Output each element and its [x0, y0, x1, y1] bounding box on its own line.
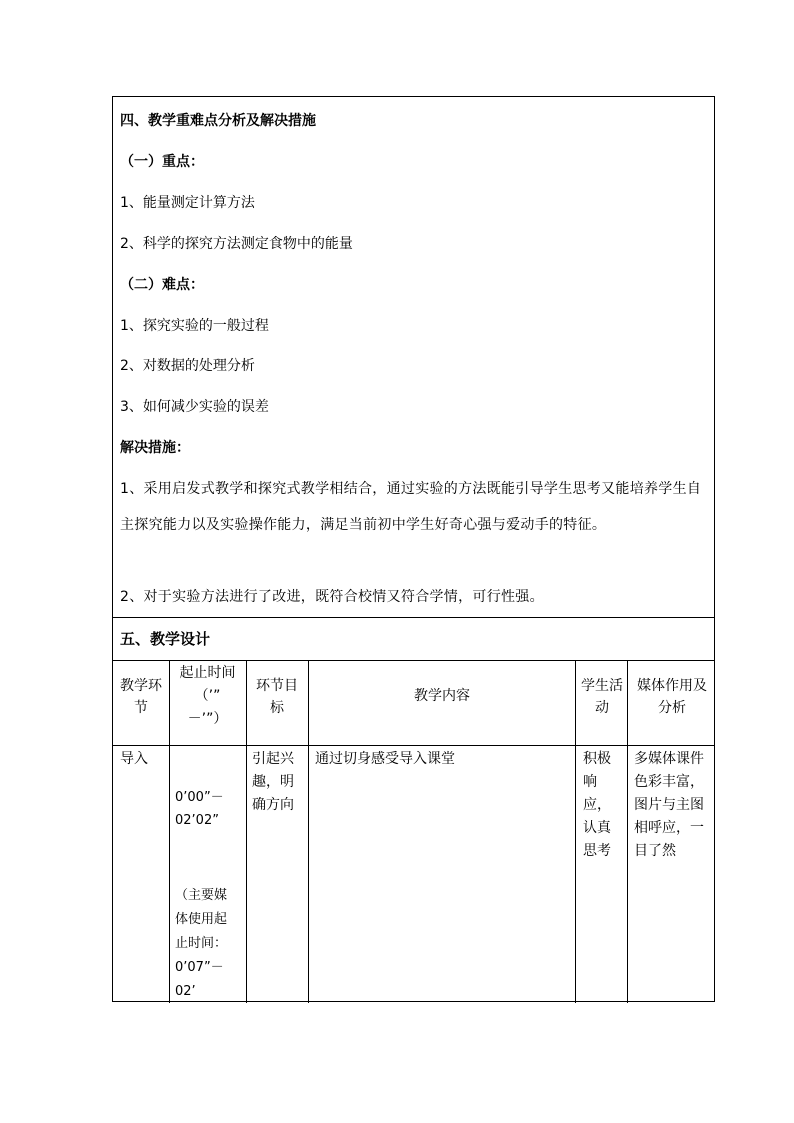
column-divider — [575, 660, 576, 1003]
column-divider — [627, 660, 628, 1003]
header-time-2: （’” — [194, 688, 221, 704]
key-point-2: 2、科学的探究方法测定食物中的能量 — [120, 236, 353, 252]
difficult-points-heading: （二）难点： — [120, 277, 204, 293]
header-activity: 学生活动 — [581, 678, 623, 716]
key-point-1: 1、能量测定计算方法 — [120, 195, 255, 211]
row1-media-time-1: （主要媒 — [175, 888, 228, 903]
measure-2: 2、对于实验方法进行了改进，既符合校情又符合学情，可行性强。 — [120, 589, 544, 605]
row1-media-time-2: 体使用起 — [175, 912, 228, 927]
header-time-3: －’”） — [187, 711, 228, 727]
row1-media-time-5: 02’ — [175, 984, 196, 999]
row1-content: 通过切身感受导入课堂 — [315, 751, 455, 767]
header-stage: 教学环节 — [120, 678, 162, 716]
divider — [113, 660, 714, 661]
row1-activity: 积极响应，认真思考 — [583, 751, 611, 859]
difficult-point-1: 1、探究实验的一般过程 — [120, 318, 269, 334]
header-time-1: 起止时间 — [179, 665, 236, 681]
row1-time-2: 02’02” — [175, 813, 219, 828]
section-key-difficult-points — [113, 97, 714, 618]
section5-title: 五、教学设计 — [120, 630, 211, 648]
row1-goal: 引起兴趣，明确方向 — [252, 751, 294, 813]
difficult-point-3: 3、如何减少实验的误差 — [120, 399, 269, 415]
row1-media-time-4: 0’07”－ — [175, 960, 224, 975]
difficult-point-2: 2、对数据的处理分析 — [120, 358, 255, 374]
column-divider — [169, 660, 170, 1003]
measure-1: 1、采用启发式教学和探究式教学相结合，通过实验的方法既能引导学生思考又能培养学生自主探究能力以及实验操作能力，满足当前初中学生好奇心强与爱动手的特征。 — [120, 481, 702, 533]
row1-time-1: 0’00”－ — [175, 790, 224, 805]
row1-media-time-3: 止时间： — [175, 936, 228, 951]
header-media: 媒体作用及分析 — [637, 678, 707, 716]
column-divider — [308, 660, 309, 1003]
header-goal: 环节目标 — [256, 678, 298, 716]
key-points-heading: （一）重点： — [120, 154, 204, 170]
header-content: 教学内容 — [414, 688, 470, 704]
measures-heading: 解决措施： — [120, 440, 190, 456]
row1-stage: 导入 — [120, 751, 148, 767]
column-divider — [246, 660, 247, 1003]
section4-title: 四、教学重难点分析及解决措施 — [120, 113, 316, 129]
row-divider — [113, 745, 714, 746]
lesson-plan-table — [112, 96, 715, 1002]
row1-media: 多媒体课件色彩丰富，图片与主图相呼应，一目了然 — [634, 751, 704, 859]
